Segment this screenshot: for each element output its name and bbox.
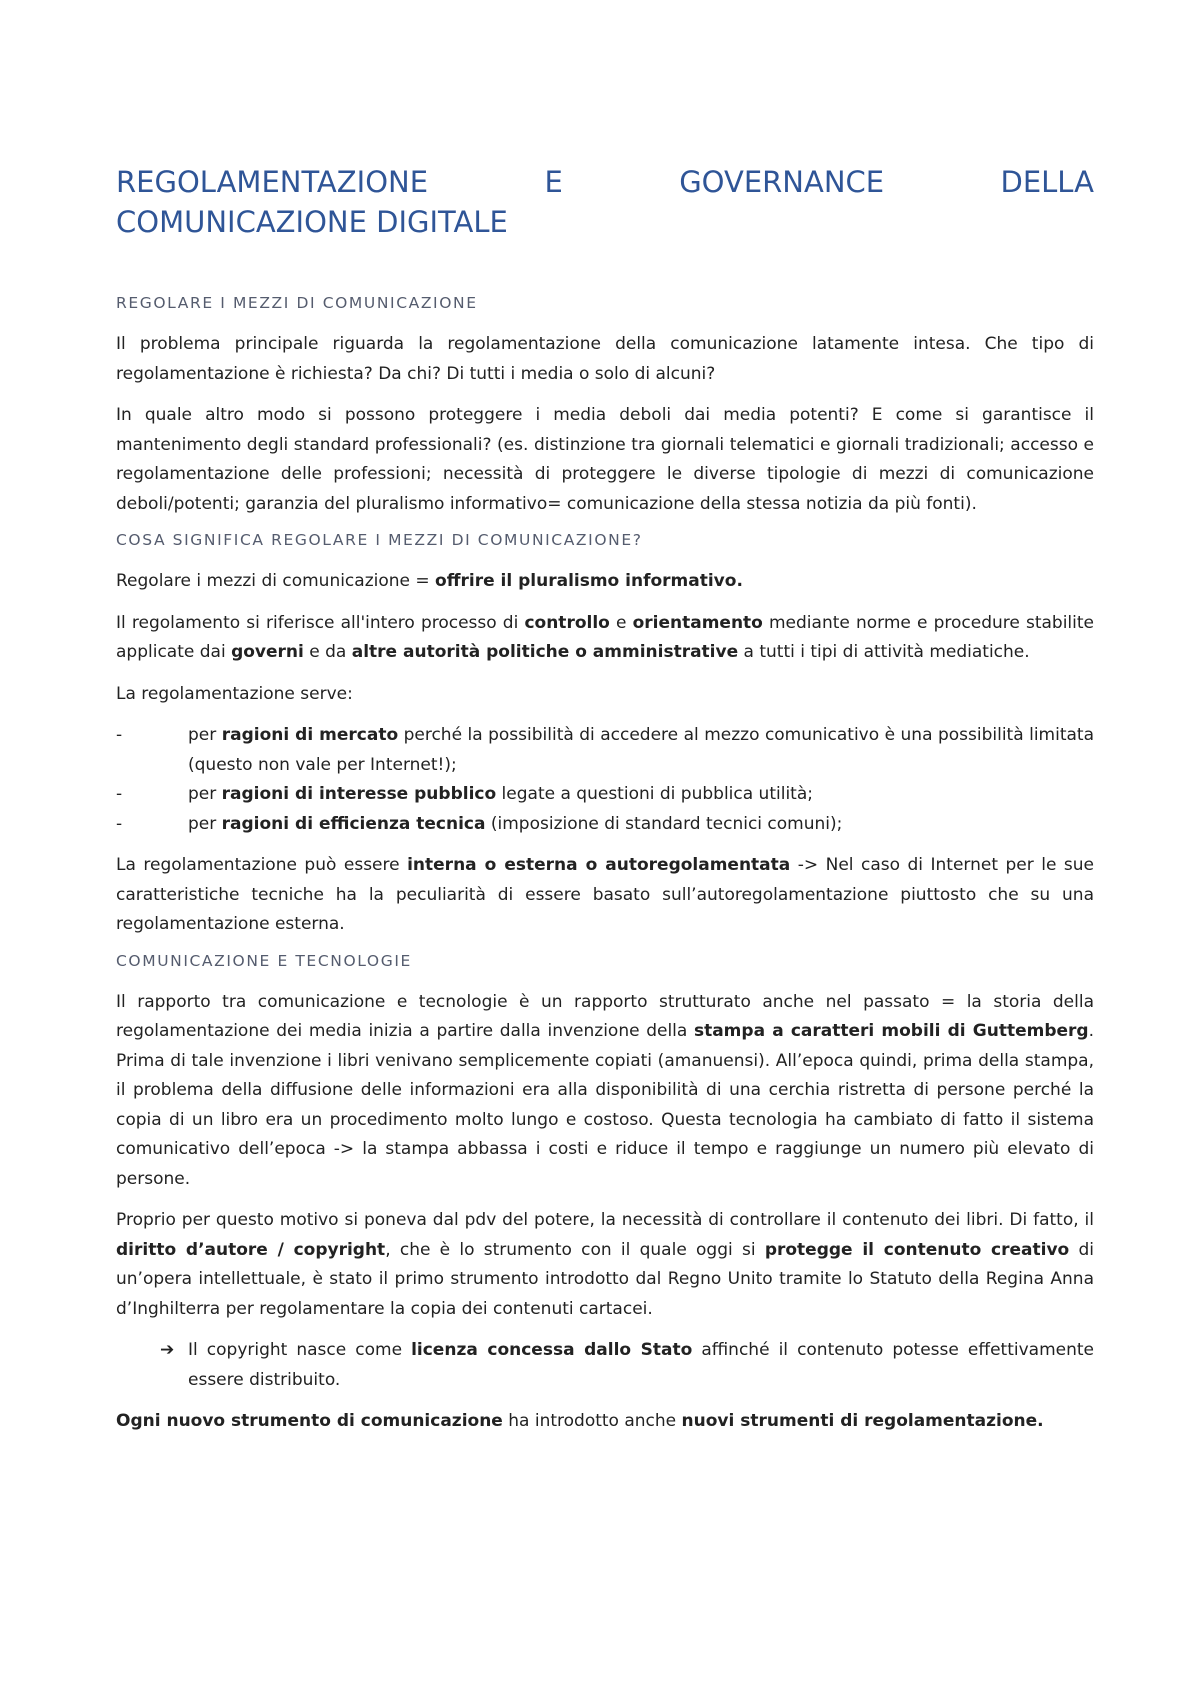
text: legate a questioni di pubblica utilità; [496, 784, 813, 804]
document-title-line-2: COMUNICAZIONE DIGITALE [116, 205, 508, 239]
bold-text: ragioni di efficienza tecnica [221, 813, 486, 834]
text: (imposizione di standard tecnici comuni); [485, 813, 843, 834]
list-item [116, 780, 1094, 810]
bold-text: ragioni di interesse pubblico [221, 784, 497, 804]
document-title [116, 162, 1094, 242]
paragraph [116, 851, 1094, 940]
text: e [609, 612, 633, 633]
arrow-icon: ➔ [160, 1340, 175, 1360]
text: Il regolamento si riferisce all'intero processo di [116, 612, 525, 633]
bold-text: protegge il contenuto creativo [764, 1239, 1070, 1260]
title-word: REGOLAMENTAZIONE [116, 165, 429, 199]
title-word: GOVERNANCE [679, 165, 885, 199]
bold-text: Ogni [116, 1411, 167, 1431]
paragraph: La regolamentazione serve: [116, 683, 353, 704]
paragraph [116, 1206, 1094, 1324]
text: affinché il contenuto potesse effettivamente essere distribuito. [188, 1340, 1094, 1390]
text: per [188, 784, 222, 804]
list-item [116, 810, 1094, 840]
bold-text: nuovi strumenti di regolamentazione. [681, 1411, 1044, 1431]
text: perché la possibilità di accedere al mezzo comunicativo è una possibilità limitata (questo non vale per Internet!); [188, 725, 1094, 775]
text: -> Nel caso di Internet per le sue caratteristiche tecniche ha la peculiarità di essere basato sull’autoregolamentazione piuttosto che su una regolamentazione esterna. [116, 855, 1095, 934]
text: mediante norme e procedure stabilite applicate dai [116, 612, 1094, 662]
text: Il copyright nasce come [188, 1340, 412, 1360]
document-title-line-1 [116, 162, 1094, 202]
bold-text: offrire il pluralismo informativo. [435, 571, 743, 591]
dash-marker: - [116, 813, 123, 834]
dash-marker: - [116, 784, 123, 804]
text: . Prima di tale invenzione i libri venivano semplicemente copiati (amanuensi). All’epoca quindi, prima della stampa, il problema della diffusione delle informazioni era alla disponibilità di una cerchia ristretta di persone perché la copia di un libro era un procedimento molto lungo e costoso. Questa tecnologia ha cambiato di fatto il sistema comunicativo dell’epoca -> la stampa abbassa i costi e riduce il tempo e raggiunge un numero più elevato di persone. [116, 1021, 1094, 1189]
list-item [116, 721, 1094, 780]
bold-text: orientamento [632, 612, 763, 633]
paragraph: In quale altro modo si possono proteggere i media deboli dai media potenti? E come si garantisce il mantenimento degli standard professionali? (es. distinzione tra giornali telematici e giornali tradizionali; accesso e regolamentazione delle professioni; necessità di proteggere le diverse tipologie di mezzi di comunicazione deboli/potenti; garanzia del pluralismo informativo= comunicazione della stessa notizia da più fonti). [116, 405, 1094, 514]
bold-text: nuovo strumento di comunicazione [166, 1411, 503, 1431]
text: per [188, 725, 222, 745]
section-heading-cosa-significa: COSA SIGNIFICA REGOLARE I MEZZI DI COMUNICAZIONE? [116, 531, 643, 549]
text: per [188, 813, 222, 834]
paragraph [116, 567, 1094, 597]
title-word: DELLA [1000, 165, 1094, 199]
bold-text: stampa a caratteri mobili di Guttemberg [693, 1021, 1089, 1041]
bold-text: interna o esterna o autoregolamentata [407, 855, 791, 875]
bold-text: altre autorità politiche o amministrative [351, 642, 739, 662]
text: ha introdotto anche [502, 1411, 682, 1431]
text: La regolamentazione può essere [116, 855, 408, 875]
paragraph [116, 609, 1094, 668]
bold-text: governi [231, 642, 304, 662]
reasons-list [116, 721, 1094, 839]
paragraph [116, 988, 1094, 1195]
text: di un’opera intellettuale, è stato il primo strumento introdotto dal Regno Unito tramite lo Statuto della Regina Anna d’Inghilterra per regolamentare la copia dei contenuti cartacei. [116, 1239, 1095, 1319]
text: Il rapporto tra comunicazione e tecnologie è un rapporto strutturato anche nel passato = la storia della regolamentazione dei media inizia a partire dalla invenzione della [116, 991, 1094, 1041]
paragraph: Il problema principale riguarda la regolamentazione della comunicazione latamente intesa. Che tipo di regolamentazione è richiesta? Da chi? Di tutti i media o solo di alcuni? [116, 334, 1094, 384]
bold-text: ragioni di mercato [221, 725, 399, 745]
bold-text: controllo [524, 612, 610, 633]
text: e da [303, 642, 352, 662]
text: Regolare i mezzi di comunicazione = [116, 571, 436, 591]
title-word: E [544, 165, 563, 199]
bold-text: licenza concessa dallo Stato [411, 1340, 693, 1360]
text: a tutti i tipi di attività mediatiche. [738, 642, 1030, 662]
section-heading-regolare: REGOLARE I MEZZI DI COMUNICAZIONE [116, 294, 478, 312]
text: Proprio per questo motivo si poneva dal pdv del potere, la necessità di controllare il contenuto dei libri. Di fatto, il [116, 1210, 1094, 1230]
arrow-list-item [116, 1336, 1094, 1395]
section-heading-tecnologie: COMUNICAZIONE E TECNOLOGIE [116, 951, 412, 970]
paragraph [116, 1407, 1094, 1437]
dash-marker: - [116, 725, 123, 745]
text: , che è lo strumento con il quale oggi si [385, 1239, 765, 1260]
bold-text: diritto d’autore / copyright [116, 1239, 386, 1260]
